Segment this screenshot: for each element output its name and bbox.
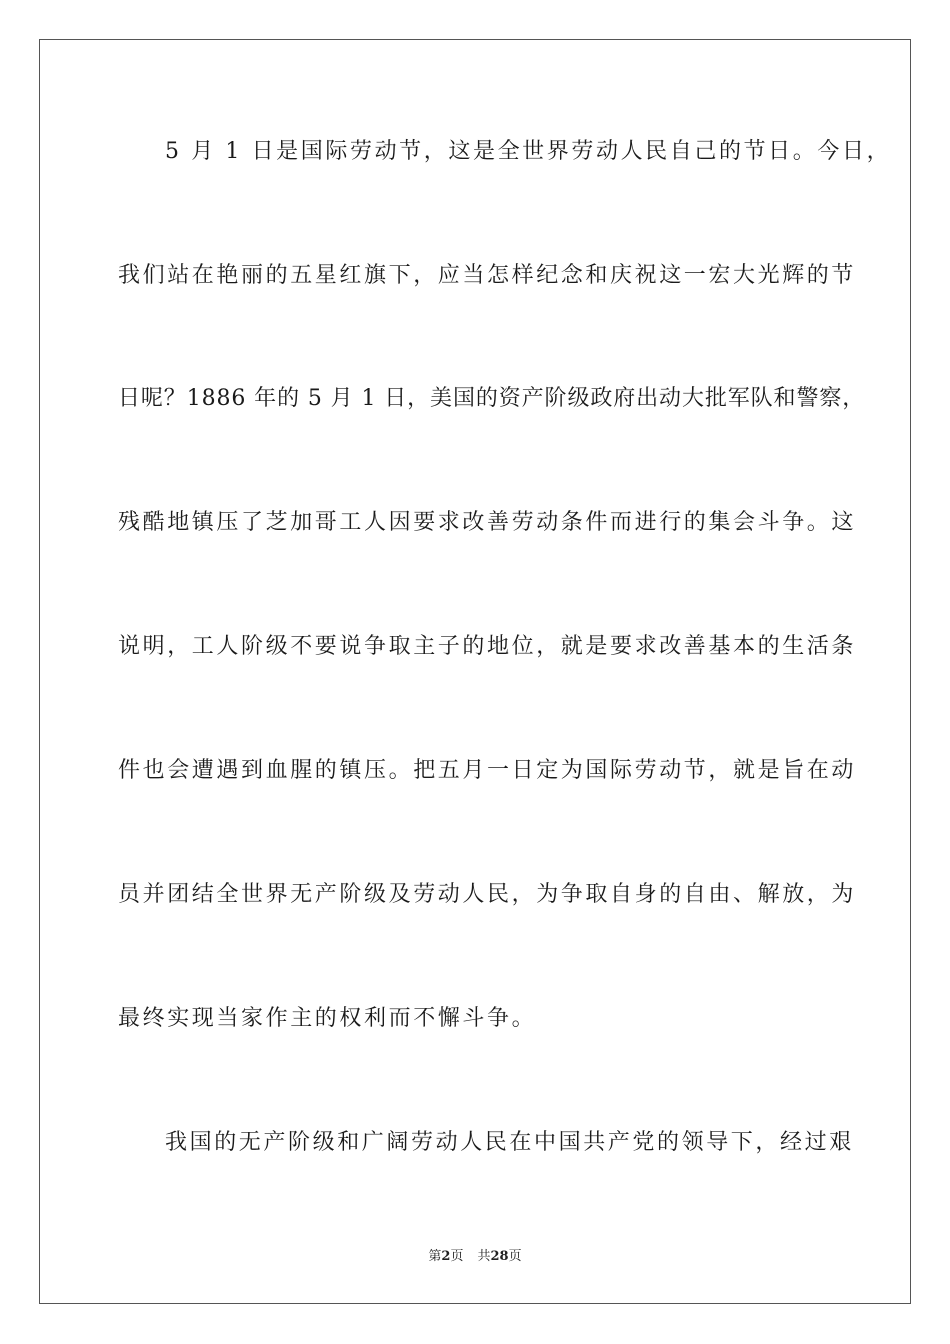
paragraph-1-line-7: 员并团结全世界无产阶级及劳动人民，为争取自身的自由、解放，为 [118, 882, 857, 907]
page-label-suffix: 页 [450, 1249, 464, 1264]
paragraph-1-line-4: 残酷地镇压了芝加哥工人因要求改善劳动条件而进行的集会斗争。这 [118, 510, 857, 535]
page-label-prefix: 第 [428, 1249, 442, 1264]
paragraph-2-line-1: 我国的无产阶级和广阔劳动人民在中国共产党的领导下，经过艰 [165, 1130, 854, 1155]
total-label-prefix: 共 [477, 1249, 491, 1264]
page-border [39, 39, 911, 1304]
paragraph-1-line-1: 5 月 1 日是国际劳动节，这是全世界劳动人民自己的节日。今日， [165, 139, 892, 164]
total-page-count: 28 [490, 1249, 509, 1264]
paragraph-1-line-5: 说明，工人阶级不要说争取主子的地位，就是要求改善基本的生活条 [118, 634, 857, 659]
paragraph-1-line-6: 件也会遭遇到血腥的镇压。把五月一日定为国际劳动节，就是旨在动 [118, 758, 857, 783]
current-page-number: 2 [441, 1249, 451, 1264]
total-label-suffix: 页 [508, 1249, 522, 1264]
paragraph-1-line-2: 我们站在艳丽的五星红旗下，应当怎样纪念和庆祝这一宏大光辉的节 [118, 263, 857, 288]
page-footer [0, 1248, 950, 1266]
paragraph-1-line-8: 最终实现当家作主的权利而不懈斗争。 [118, 1006, 537, 1031]
paragraph-1-line-3: 日呢？1886 年的 5 月 1 日，美国的资产阶级政府出动大批军队和警察， [118, 386, 866, 411]
